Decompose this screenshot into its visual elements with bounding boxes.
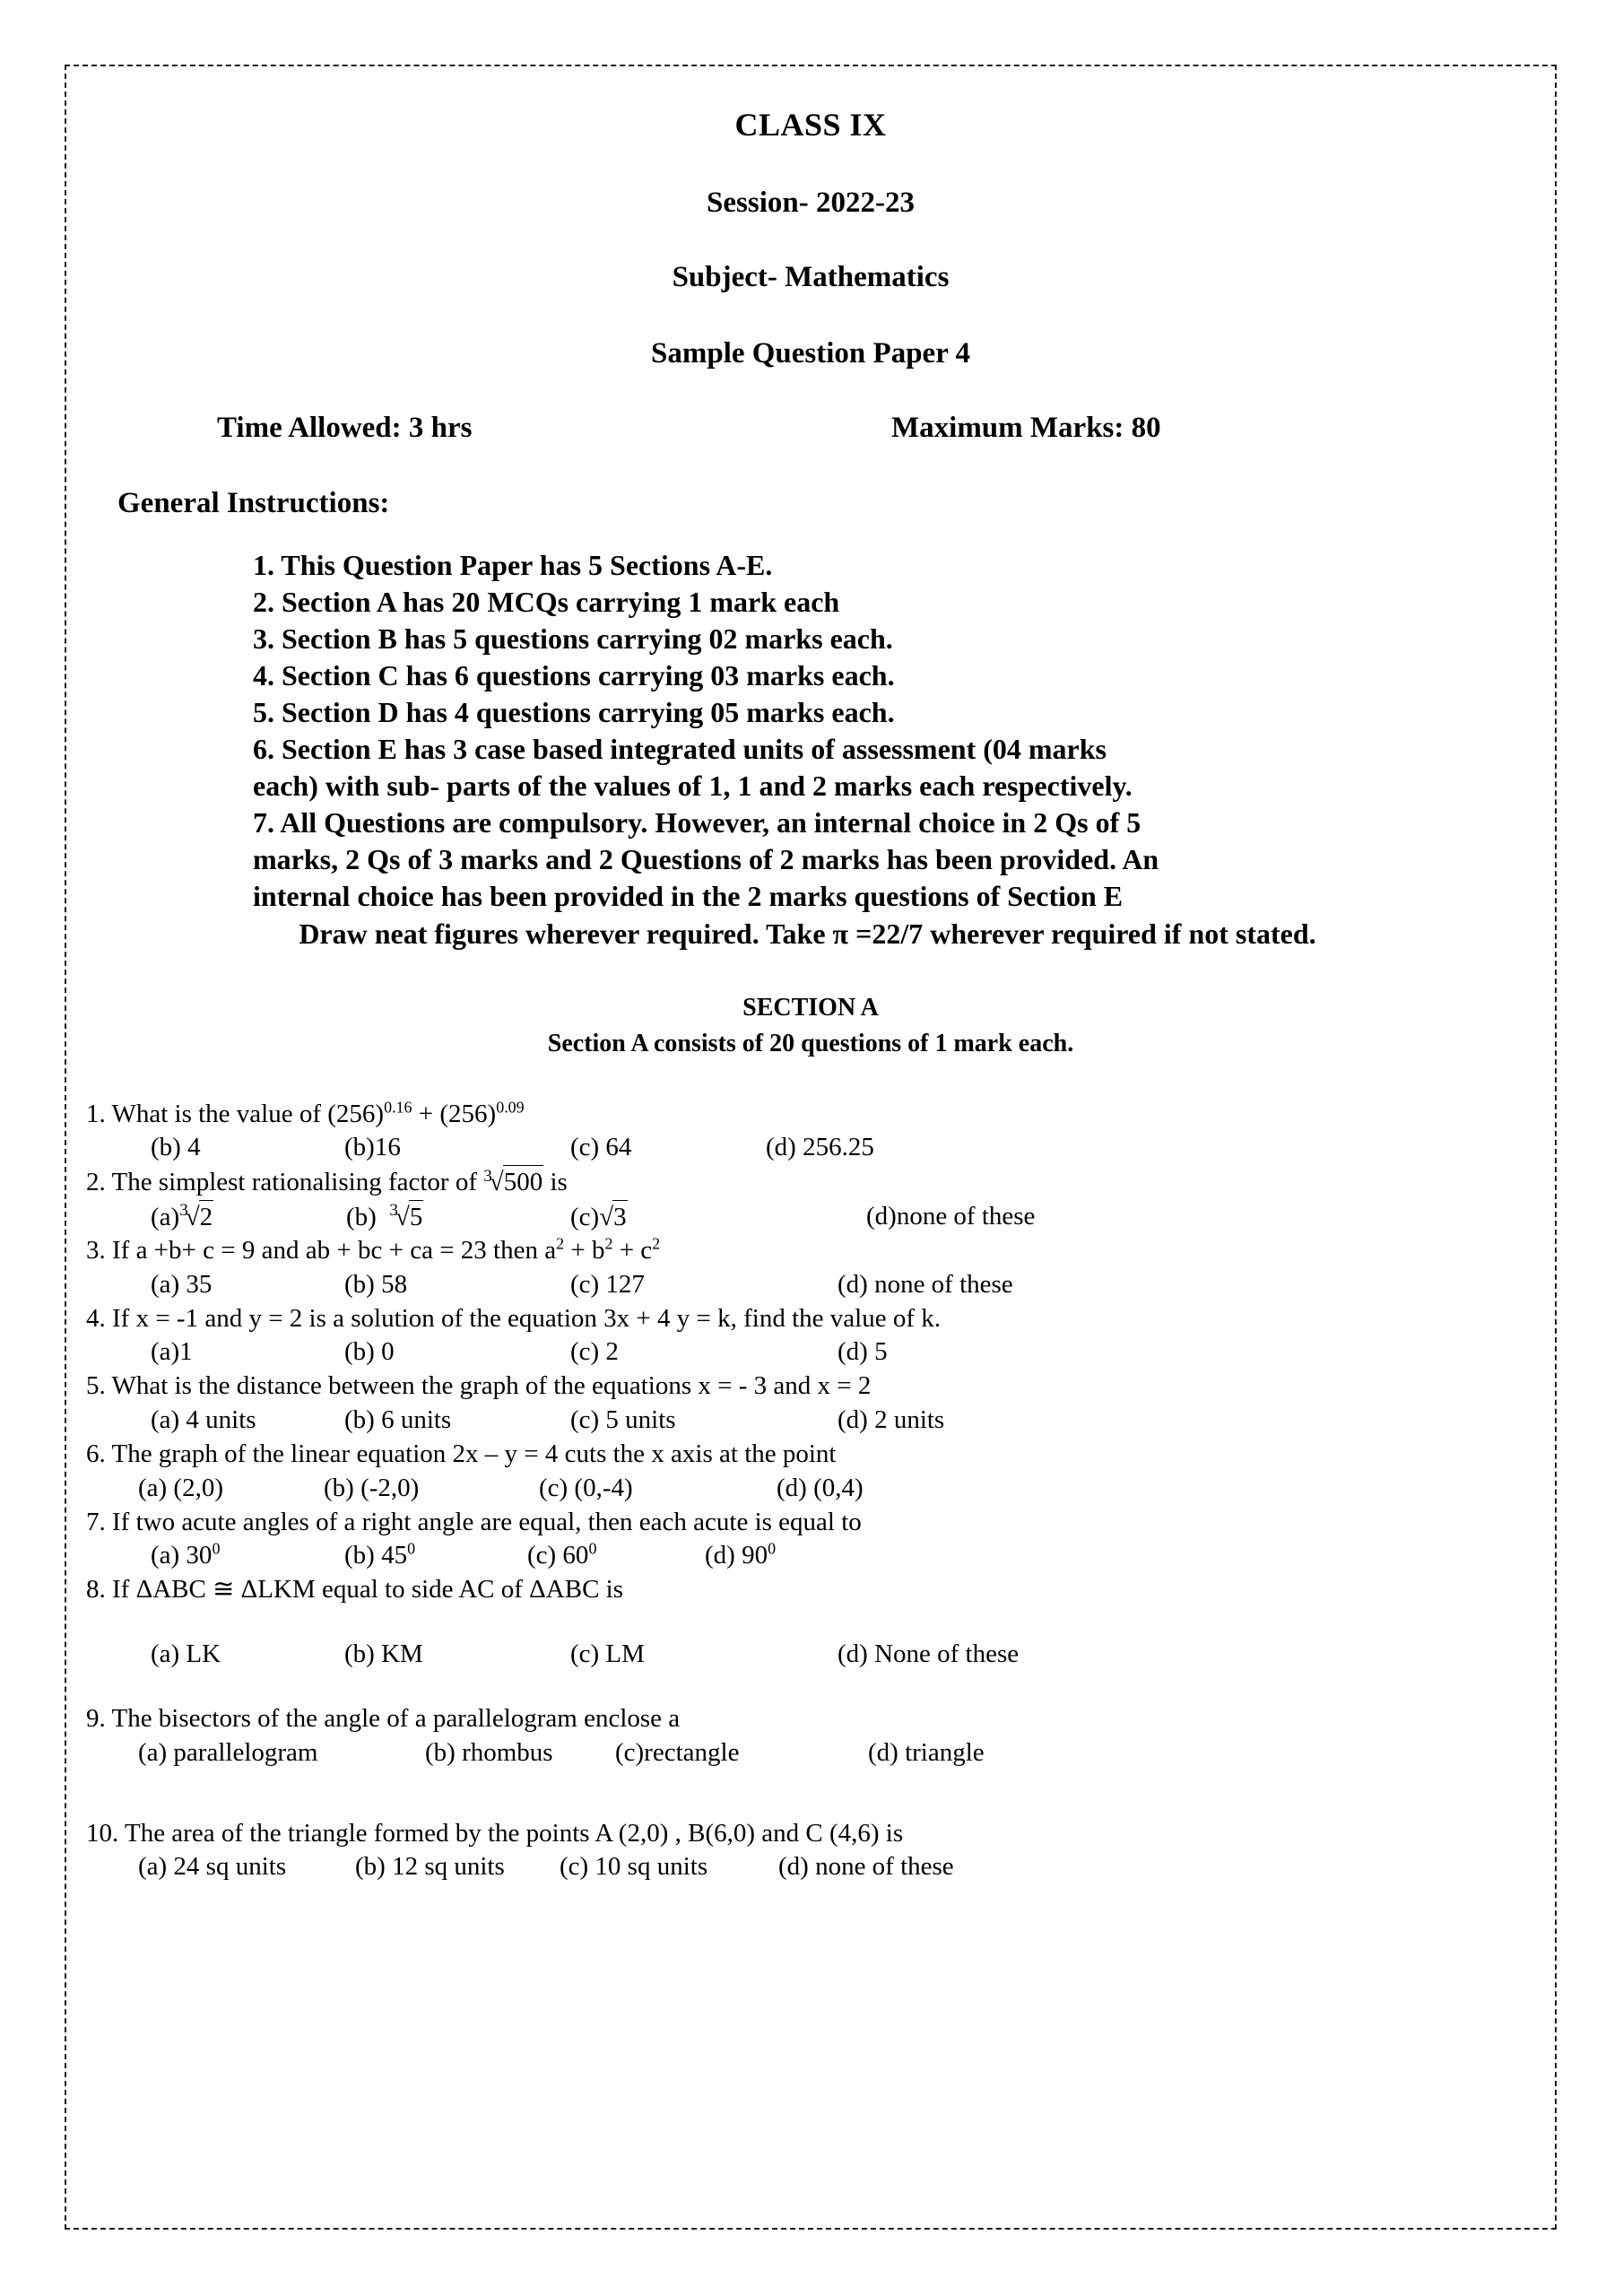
- option-b[interactable]: (b) KM: [344, 1639, 423, 1669]
- question-8: [86, 1573, 1555, 1672]
- option-b-label: (b): [346, 1202, 377, 1231]
- question-3-text: [86, 1234, 1555, 1268]
- option-a[interactable]: (a)1: [151, 1337, 193, 1367]
- instruction-item: 7. All Questions are compulsory. However, an internal choice in 2 Qs of 5 marks, 2 Qs of 3 marks and 2 Questions of 2 marks has been provided. An internal choice has been provided in the 2 marks questions of Section E: [253, 805, 1159, 912]
- question-10: [86, 1817, 1555, 1885]
- option-d[interactable]: (d) (0,4): [777, 1473, 864, 1502]
- option-b[interactable]: (b)16: [344, 1133, 401, 1162]
- question-8-text: 8. If ΔABC ≅ ΔLKM equal to side AC of ΔABC is: [86, 1575, 624, 1605]
- question-9-options: [86, 1736, 1555, 1770]
- page-title-class: CLASS IX: [734, 107, 887, 143]
- section-a-subtitle: Section A consists of 20 questions of 1 mark each.: [547, 1029, 1074, 1057]
- q2-post: is: [543, 1168, 568, 1197]
- option-a[interactable]: (a) $30^0$: [151, 1539, 221, 1570]
- question-10-options: [86, 1850, 1555, 1884]
- q1-pre: 1. What is the value of (256): [86, 1099, 385, 1128]
- question-7-text: 7. If two acute angles of a right angle are equal, then each acute is equal to: [86, 1507, 862, 1536]
- option-c[interactable]: (c) LM: [570, 1639, 645, 1669]
- option-a[interactable]: (a) 35: [151, 1269, 213, 1299]
- option-c[interactable]: (c) 64: [570, 1133, 632, 1162]
- page-subtitle-paper: Sample Question Paper 4: [651, 337, 970, 370]
- question-6-text: 6. The graph of the linear equation 2x – y = 4 cuts the x axis at the point: [86, 1439, 837, 1468]
- option-c[interactable]: (c) $60^0$: [527, 1539, 597, 1570]
- instruction-item: 1. This Question Paper has 5 Sections A-E.: [253, 549, 773, 581]
- spacer: [86, 1607, 1555, 1638]
- instruction-item: 4. Section C has 6 questions carrying 03 marks each.: [253, 658, 895, 691]
- option-c-label: (c): [570, 1202, 600, 1231]
- question-list: [86, 1098, 1555, 1885]
- option-a[interactable]: (a) 4 units: [151, 1405, 256, 1434]
- degree-icon: 0: [768, 1539, 777, 1558]
- q3-mid: + b: [564, 1235, 605, 1265]
- option-d[interactable]: (d) triangle: [868, 1737, 985, 1767]
- option-a[interactable]: (a) parallelogram: [138, 1737, 318, 1767]
- spacer: [86, 1770, 1555, 1817]
- degree-icon: 0: [588, 1539, 597, 1558]
- option-a[interactable]: [151, 1200, 213, 1235]
- question-1-options: [86, 1131, 1555, 1165]
- degree-icon: 0: [212, 1539, 221, 1558]
- option-b[interactable]: (b) 12 sq units: [355, 1852, 505, 1882]
- option-b[interactable]: (b) (-2,0): [324, 1473, 420, 1502]
- page-content: [66, 106, 1555, 2267]
- instruction-item: 6. Section E has 3 case based integrated units of assessment (04 marks each) with sub- parts of the values of 1, 1 and 2 marks each respectively.: [253, 732, 1133, 802]
- option-d[interactable]: (d)none of these: [866, 1201, 1036, 1231]
- degree-icon: 0: [407, 1539, 416, 1558]
- option-a[interactable]: (b) 4: [151, 1133, 201, 1162]
- option-b[interactable]: (b) 6 units: [344, 1405, 452, 1434]
- square-root-3-icon: √3: [599, 1200, 627, 1235]
- q3-exponent-3: 2: [652, 1234, 661, 1253]
- section-a-title: SECTION A: [742, 993, 879, 1022]
- q1-exponent-2: 0.09: [496, 1097, 525, 1116]
- q3-exponent-2: 2: [604, 1234, 613, 1253]
- option-d[interactable]: (d) None of these: [838, 1639, 1020, 1669]
- general-instructions-list: [253, 547, 1176, 915]
- draw-figures-note: Draw neat figures wherever required. Take π =22/7 wherever required if not stated.: [299, 917, 1316, 950]
- spacer: [86, 1672, 1555, 1702]
- document-page: [65, 65, 1557, 2230]
- cube-root-5-icon: $^3$√5: [389, 1200, 423, 1235]
- option-c[interactable]: (c) 10 sq units: [560, 1852, 708, 1882]
- option-d[interactable]: (d) none of these: [778, 1852, 954, 1882]
- option-d[interactable]: (d) 5: [838, 1337, 888, 1367]
- question-2-options: [86, 1200, 1555, 1234]
- option-c[interactable]: (c)rectangle: [615, 1737, 740, 1767]
- cube-root-500: $^3$√500: [483, 1165, 543, 1200]
- question-1-text: [86, 1098, 1555, 1132]
- option-b[interactable]: [346, 1200, 423, 1235]
- maximum-marks-label: Maximum Marks: 80: [891, 412, 1161, 444]
- option-c[interactable]: (c) 2: [570, 1337, 619, 1367]
- question-2-text: [86, 1165, 1555, 1200]
- question-9: [86, 1702, 1555, 1770]
- q3-exponent-1: 2: [556, 1234, 565, 1253]
- option-c[interactable]: (c) 5 units: [570, 1405, 676, 1434]
- question-2: [86, 1165, 1555, 1234]
- q3-pre: 3. If a +b+ c = 9 and ab + bc + ca = 23 then a: [86, 1235, 557, 1265]
- question-3: [86, 1234, 1555, 1302]
- time-allowed-label: Time Allowed: 3 hrs: [217, 412, 473, 444]
- question-1: [86, 1098, 1555, 1166]
- option-d[interactable]: (d) 2 units: [838, 1405, 945, 1434]
- option-d[interactable]: (d) 256.25: [766, 1133, 874, 1162]
- exam-meta-row: [66, 412, 1555, 448]
- question-6: [86, 1438, 1555, 1506]
- option-c[interactable]: [570, 1200, 628, 1235]
- q3-mid2: + c: [612, 1235, 653, 1265]
- option-a[interactable]: (a) 24 sq units: [138, 1852, 287, 1882]
- q1-mid: + (256): [412, 1099, 497, 1128]
- question-6-options: [86, 1472, 1555, 1506]
- cube-root-2-icon: $^3$√2: [179, 1200, 213, 1235]
- question-5-text: 5. What is the distance between the graph of the equations x = - 3 and x = 2: [86, 1371, 872, 1401]
- option-d[interactable]: (d) $90^0$: [705, 1539, 777, 1570]
- page-subtitle-session: Session- 2022-23: [707, 187, 915, 219]
- option-b[interactable]: (b) rhombus: [425, 1737, 553, 1767]
- instruction-item: 2. Section A has 20 MCQs carrying 1 mark each: [253, 585, 840, 618]
- question-7: [86, 1506, 1555, 1574]
- question-8-options: [86, 1638, 1555, 1672]
- option-a[interactable]: (a) (2,0): [138, 1473, 224, 1502]
- option-b[interactable]: (b) 0: [344, 1337, 395, 1367]
- option-a[interactable]: (a) LK: [151, 1639, 221, 1669]
- page-subtitle-subject: Subject- Mathematics: [672, 261, 950, 293]
- option-c[interactable]: (c) (0,-4): [539, 1473, 633, 1502]
- q2-pre: 2. The simplest rationalising factor of: [86, 1168, 484, 1197]
- q1-exponent-1: 0.16: [384, 1097, 412, 1116]
- question-7-options: [86, 1539, 1555, 1573]
- question-5-options: [86, 1404, 1555, 1438]
- option-b[interactable]: (b) 58: [344, 1269, 408, 1299]
- question-5: [86, 1370, 1555, 1438]
- question-4-options: [86, 1335, 1555, 1370]
- question-9-text: 9. The bisectors of the angle of a parallelogram enclose a: [86, 1704, 681, 1734]
- question-4: [86, 1302, 1555, 1370]
- question-4-text: 4. If x = -1 and y = 2 is a solution of the equation 3x + 4 y = k, find the value of k.: [86, 1303, 941, 1333]
- question-3-options: [86, 1268, 1555, 1302]
- general-instructions-heading: General Instructions:: [117, 487, 390, 519]
- option-b[interactable]: (b) $45^0$: [344, 1539, 416, 1570]
- option-c[interactable]: (c) 127: [570, 1269, 645, 1299]
- instruction-item: 3. Section B has 5 questions carrying 02 marks each.: [253, 622, 893, 655]
- option-d[interactable]: (d) none of these: [838, 1269, 1013, 1299]
- option-a-label: (a): [151, 1202, 180, 1231]
- question-10-text: 10. The area of the triangle formed by the points A (2,0) , B(6,0) and C (4,6) is: [86, 1818, 904, 1848]
- instruction-item: 5. Section D has 4 questions carrying 05 marks each.: [253, 695, 895, 728]
